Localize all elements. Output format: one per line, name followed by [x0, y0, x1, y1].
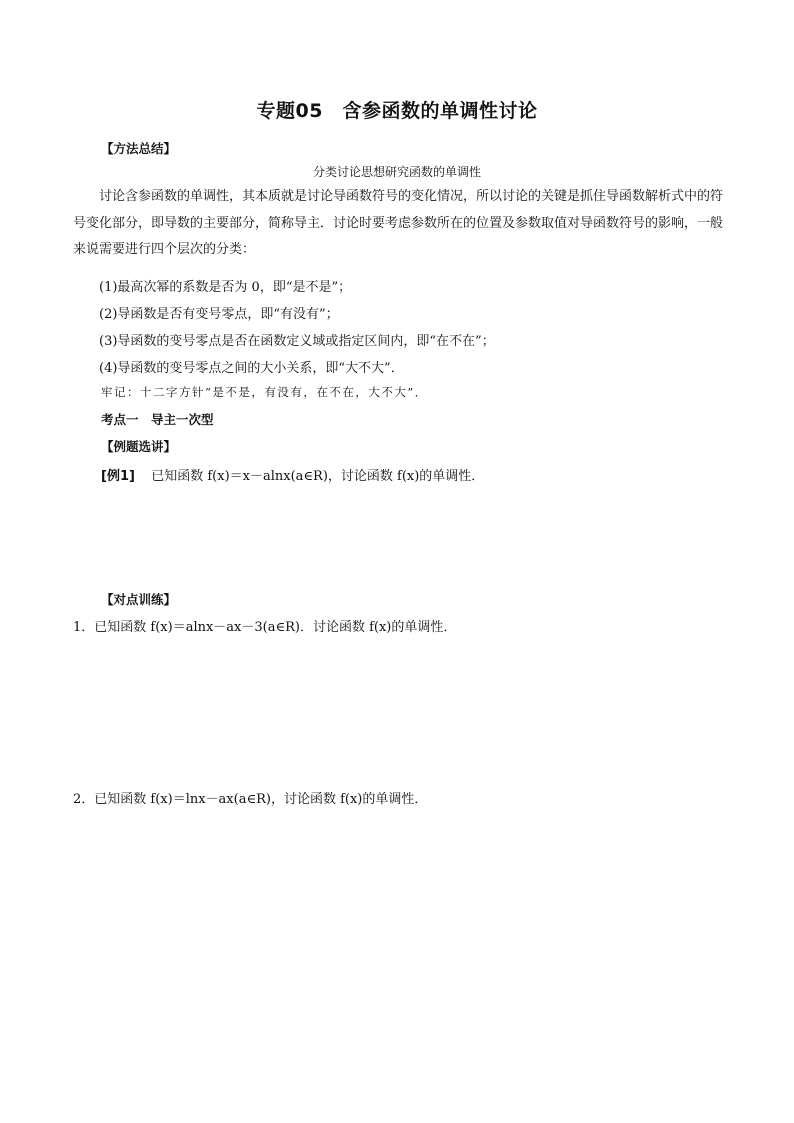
- example-1: [101, 465, 484, 484]
- kaodian-heading: 考点一 导主一次型: [101, 412, 214, 427]
- list-item: (3)导函数的变号零点是否在函数定义域或指定区间内，即“在不在”；: [99, 334, 495, 349]
- list-item: (2)导函数是否有变号零点，即“有没有”；: [99, 307, 339, 322]
- section-heading-method: 【方法总结】: [101, 141, 177, 156]
- section-heading-practice: 【对点训练】: [101, 592, 177, 607]
- page-title: 专题05 含参函数的单调性讨论: [256, 100, 538, 122]
- exercise-1: 1．已知函数 f(x)＝alnx－ax－3(a∈R)．讨论函数 f(x)的单调性．: [73, 620, 457, 635]
- example-text: 已知函数 f(x)＝x－alnx(a∈R)，讨论函数 f(x)的单调性．: [151, 469, 485, 484]
- section-heading-example: 【例题选讲】: [101, 439, 177, 454]
- intro-paragraph: [73, 184, 723, 264]
- list-item: (1)最高次幂的系数是否为 0，即“是不是”；: [99, 280, 352, 295]
- exercise-2: 2．已知函数 f(x)＝lnx－ax(a∈R)，讨论函数 f(x)的单调性．: [73, 792, 428, 807]
- section-subtitle: 分类讨论思想研究函数的单调性: [312, 165, 481, 179]
- intro-paragraph-text: 讨论含参函数的单调性，其本质就是讨论导函数符号的变化情况，所以讨论的关键是抓住导函数解析式中的符号变化部分，即导数的主要部分，简称导主．讨论时要考虑参数所在的位置及参数取值对导函数符号的影响，一般来说需要进行四个层次的分类：: [73, 189, 724, 257]
- memo-note: 牢记：十二字方针“是不是，有没有，在不在，大不大”．: [101, 385, 428, 399]
- example-tag: [例1]: [101, 469, 135, 484]
- list-item: (4)导函数的变号零点之间的大小关系，即“大不大”．: [99, 361, 404, 376]
